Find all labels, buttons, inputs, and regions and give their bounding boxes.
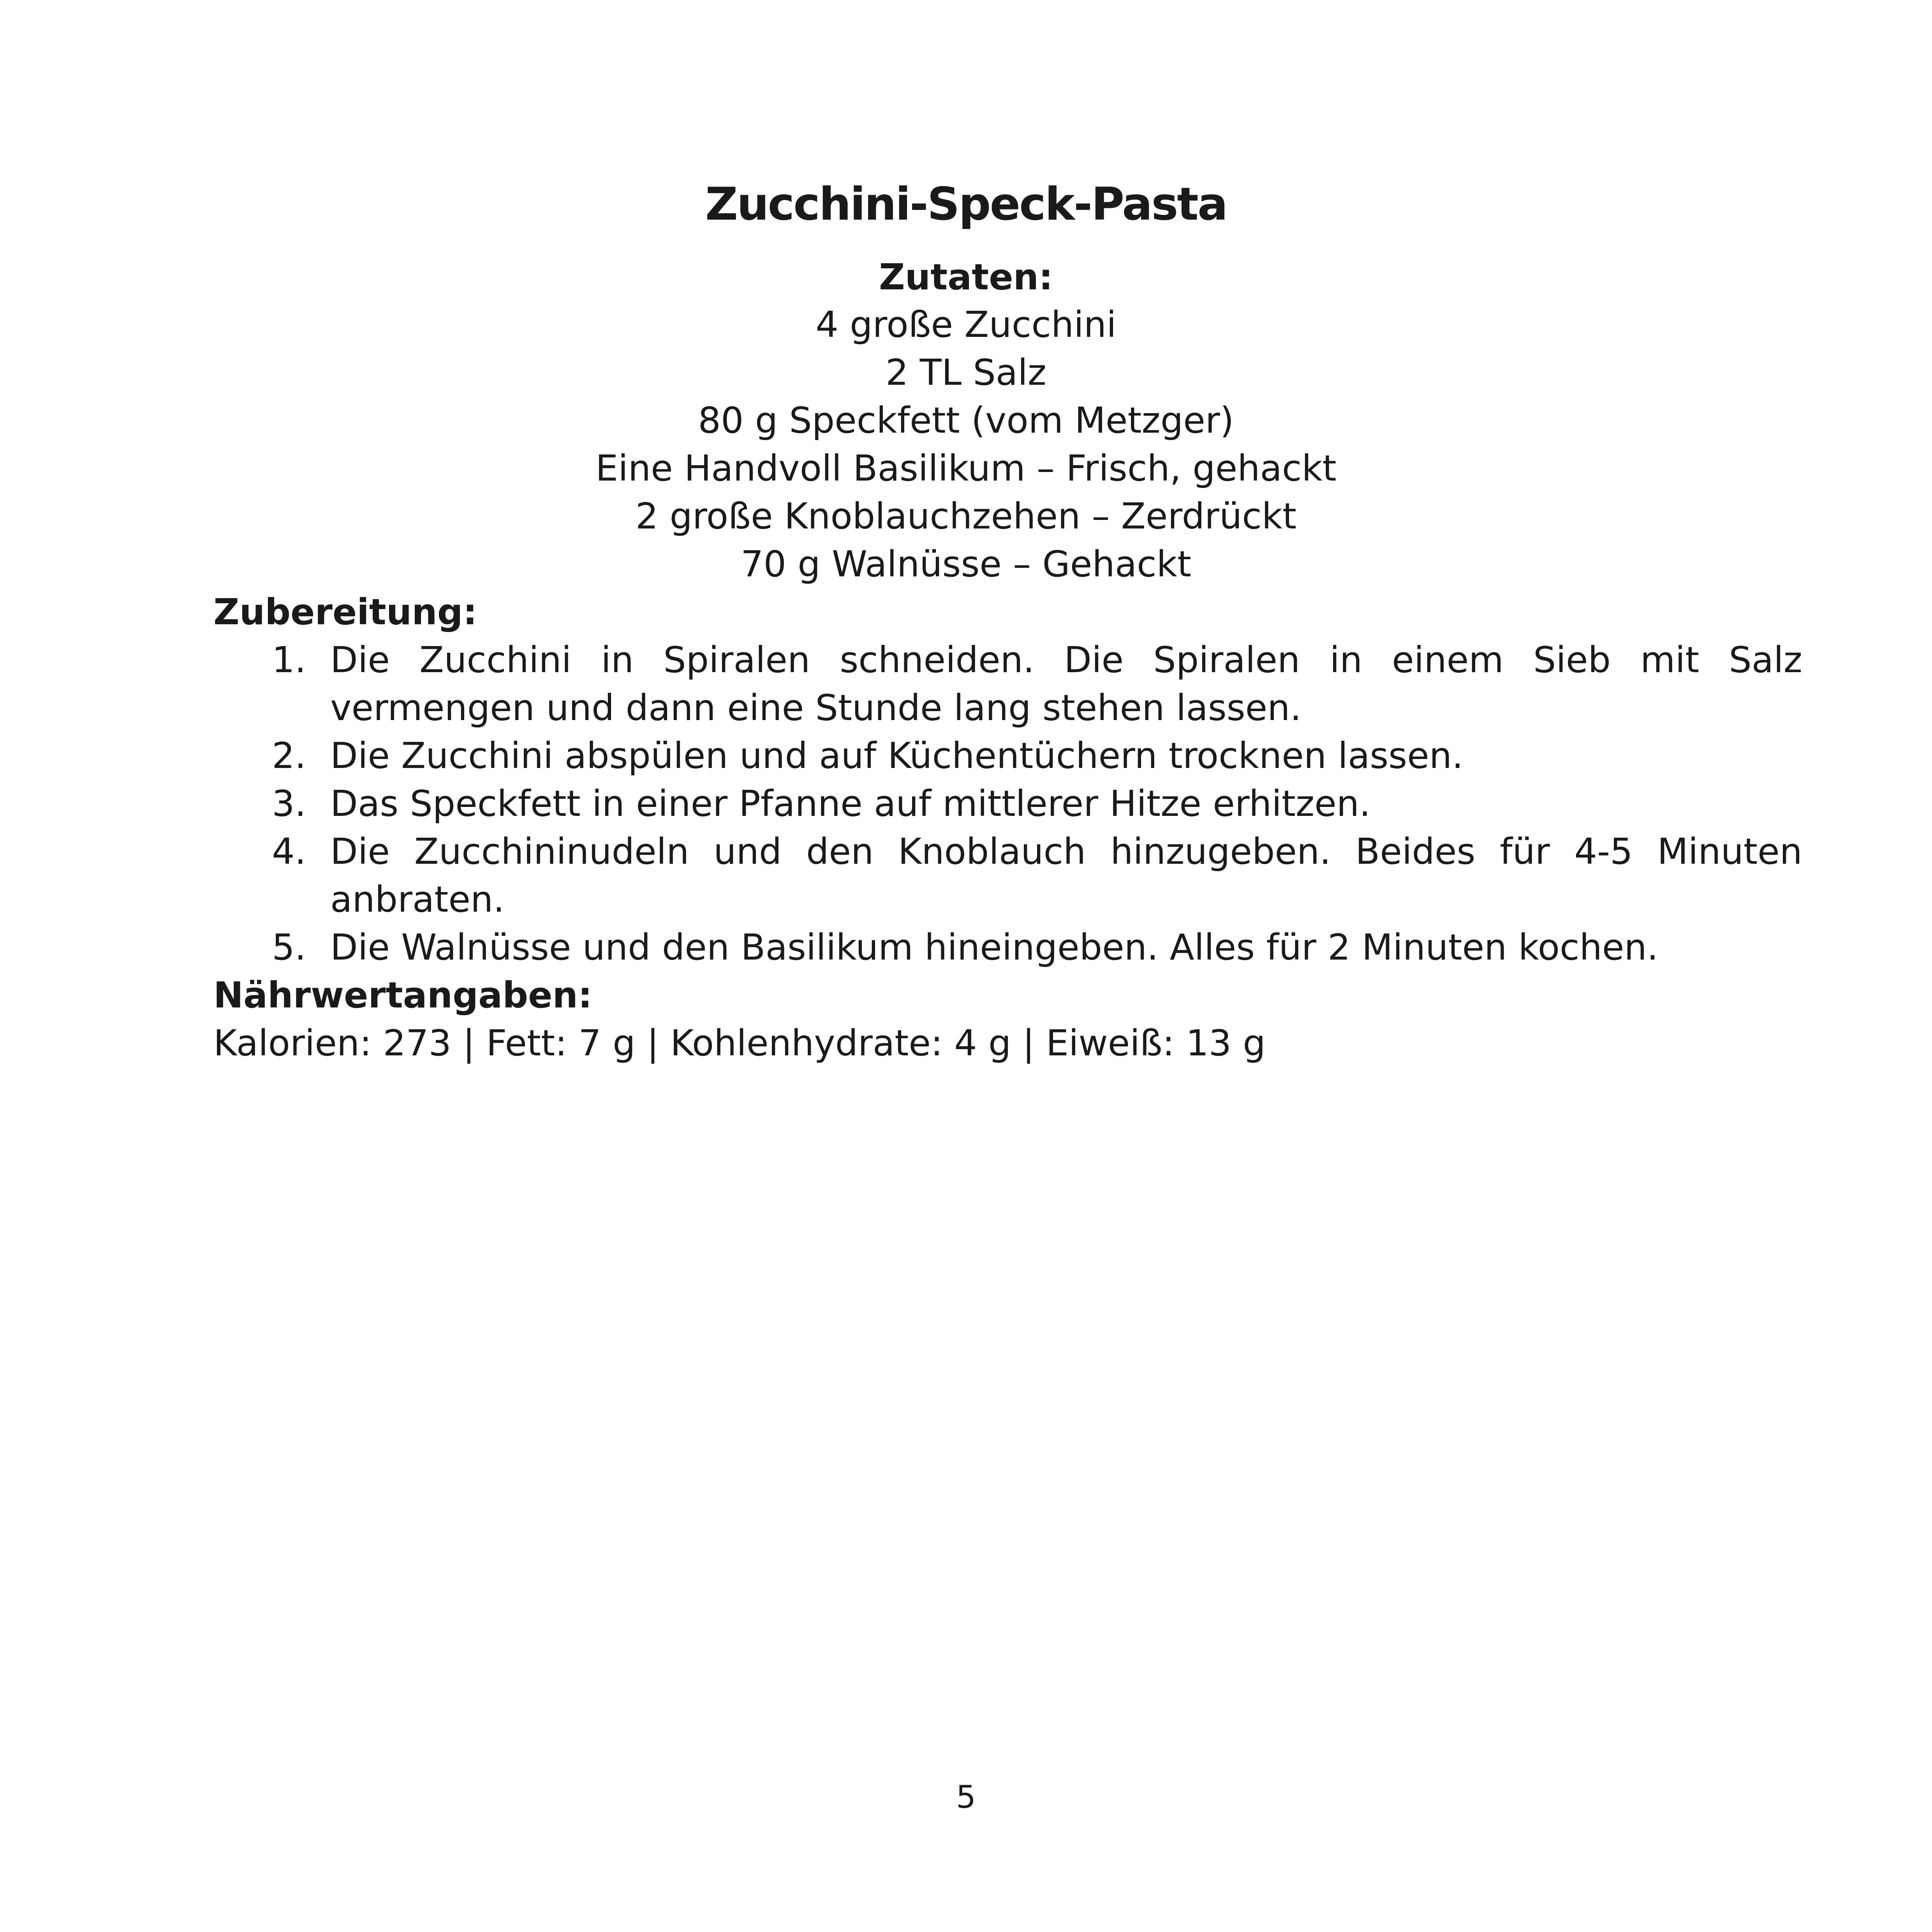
step-text: Die Walnüsse und den Basilikum hineingeben. Alles für 2 Minuten kochen. — [330, 926, 1659, 968]
ingredient-item: Eine Handvoll Basilikum – Frisch, gehackt — [595, 447, 1337, 489]
ingredient-item: 70 g Walnüsse – Gehackt — [740, 543, 1192, 585]
ingredients-heading: Zutaten: — [879, 256, 1053, 298]
step-item — [213, 780, 1802, 828]
step-number: 5. — [272, 926, 306, 968]
step-item — [213, 923, 1802, 971]
step-item — [213, 732, 1802, 780]
step-number: 4. — [272, 831, 306, 872]
ingredient-item: 80 g Speckfett (vom Metzger) — [698, 400, 1234, 441]
step-text: Das Speckfett in einer Pfanne auf mittlerer Hitze erhitzen. — [330, 783, 1371, 824]
step-text: Die Zucchini in Spiralen schneiden. Die Spiralen in einem Sieb mit Salz vermengen und dann eine Stunde lang stehen lassen. — [330, 639, 1802, 729]
ingredients-list — [0, 301, 1932, 588]
ingredient-item: 2 große Knoblauchzehen – Zerdrückt — [635, 495, 1297, 537]
step-number: 3. — [272, 783, 306, 824]
nutrition-facts: Kalorien: 273 | Fett: 7 g | Kohlenhydrate: 4 g | Eiweiß: 13 g — [213, 1022, 1266, 1064]
step-item — [213, 828, 1802, 923]
step-item — [213, 636, 1802, 732]
nutrition-heading: Nährwertangaben: — [213, 974, 592, 1016]
preparation-heading: Zubereitung: — [213, 591, 477, 633]
ingredient-item: 2 TL Salz — [885, 352, 1047, 393]
step-text: Die Zucchininudeln und den Knoblauch hinzugeben. Beides für 4-5 Minuten anbraten. — [330, 831, 1802, 920]
step-text: Die Zucchini abspülen und auf Küchentüchern trocknen lassen. — [330, 735, 1464, 777]
recipe-title: Zucchini-Speck-Pasta — [705, 178, 1227, 231]
step-number: 1. — [272, 639, 306, 681]
ingredient-item: 4 große Zucchini — [815, 304, 1117, 345]
preparation-steps — [213, 636, 1802, 971]
step-number: 2. — [272, 735, 306, 777]
page-number: 5 — [956, 1779, 976, 1815]
